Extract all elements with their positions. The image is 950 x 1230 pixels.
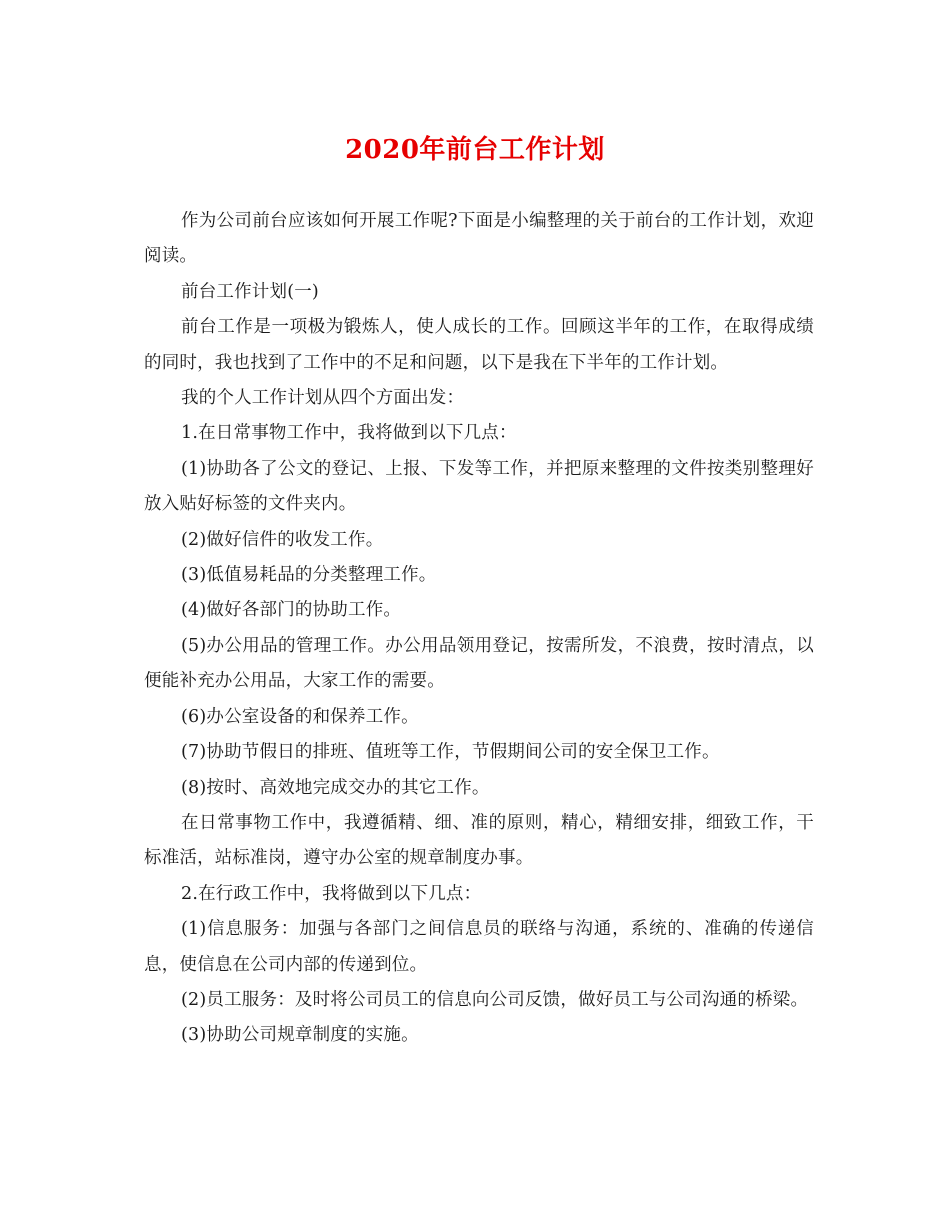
paragraph: 我的个人工作计划从四个方面出发： (181, 388, 465, 409)
list-item: (8)按时、高效地完成交办的其它工作。 (181, 777, 490, 798)
list-item: (1)协助各了公文的登记、上报、下发等工作，并把原来整理的文件按类别整理好放入贴好标签的文件夹内。 (144, 458, 814, 515)
section-heading: 前台工作计划(一) (181, 281, 319, 302)
list-heading: 2.在行政工作中，我将做到以下几点： (181, 883, 482, 904)
list-item: (4)做好各部门的协助工作。 (181, 600, 402, 621)
paragraph-intro: 作为公司前台应该如何开展工作呢?下面是小编整理的关于前台的工作计划，欢迎阅读。 (144, 211, 814, 267)
document-title: 2020年前台工作计划 (345, 135, 605, 165)
list-item: (3)低值易耗品的分类整理工作。 (181, 565, 437, 586)
paragraph: 在日常事物工作中，我遵循精、细、准的原则，精心，精细安排，细致工作，干标准活，站标准岗，遵守办公室的规章制度办事。 (144, 812, 814, 869)
paragraph: 前台工作是一项极为锻炼人，使人成长的工作。回顾这半年的工作，在取得成绩的同时，我也找到了工作中的不足和问题，以下是我在下半年的工作计划。 (144, 317, 814, 373)
list-item: (2)做好信件的收发工作。 (181, 529, 384, 550)
list-item: (2)员工服务：及时将公司员工的信息向公司反馈，做好员工与公司沟通的桥梁。 (181, 989, 809, 1010)
document-body (144, 204, 814, 1054)
list-item: (1)信息服务：加强与各部门之间信息员的联络与沟通，系统的、准确的传递信息，使信息在公司内部的传递到位。 (144, 919, 814, 975)
list-heading: 1.在日常事物工作中，我将做到以下几点： (181, 423, 517, 444)
list-item: (3)协助公司规章制度的实施。 (181, 1025, 419, 1046)
list-item: (5)办公用品的管理工作。办公用品领用登记，按需所发，不浪费，按时清点，以便能补充办公用品，大家工作的需要。 (144, 635, 814, 692)
list-item: (7)协助节假日的排班、值班等工作，节假期间公司的安全保卫工作。 (181, 742, 720, 763)
list-item: (6)办公室设备的和保养工作。 (181, 706, 419, 727)
